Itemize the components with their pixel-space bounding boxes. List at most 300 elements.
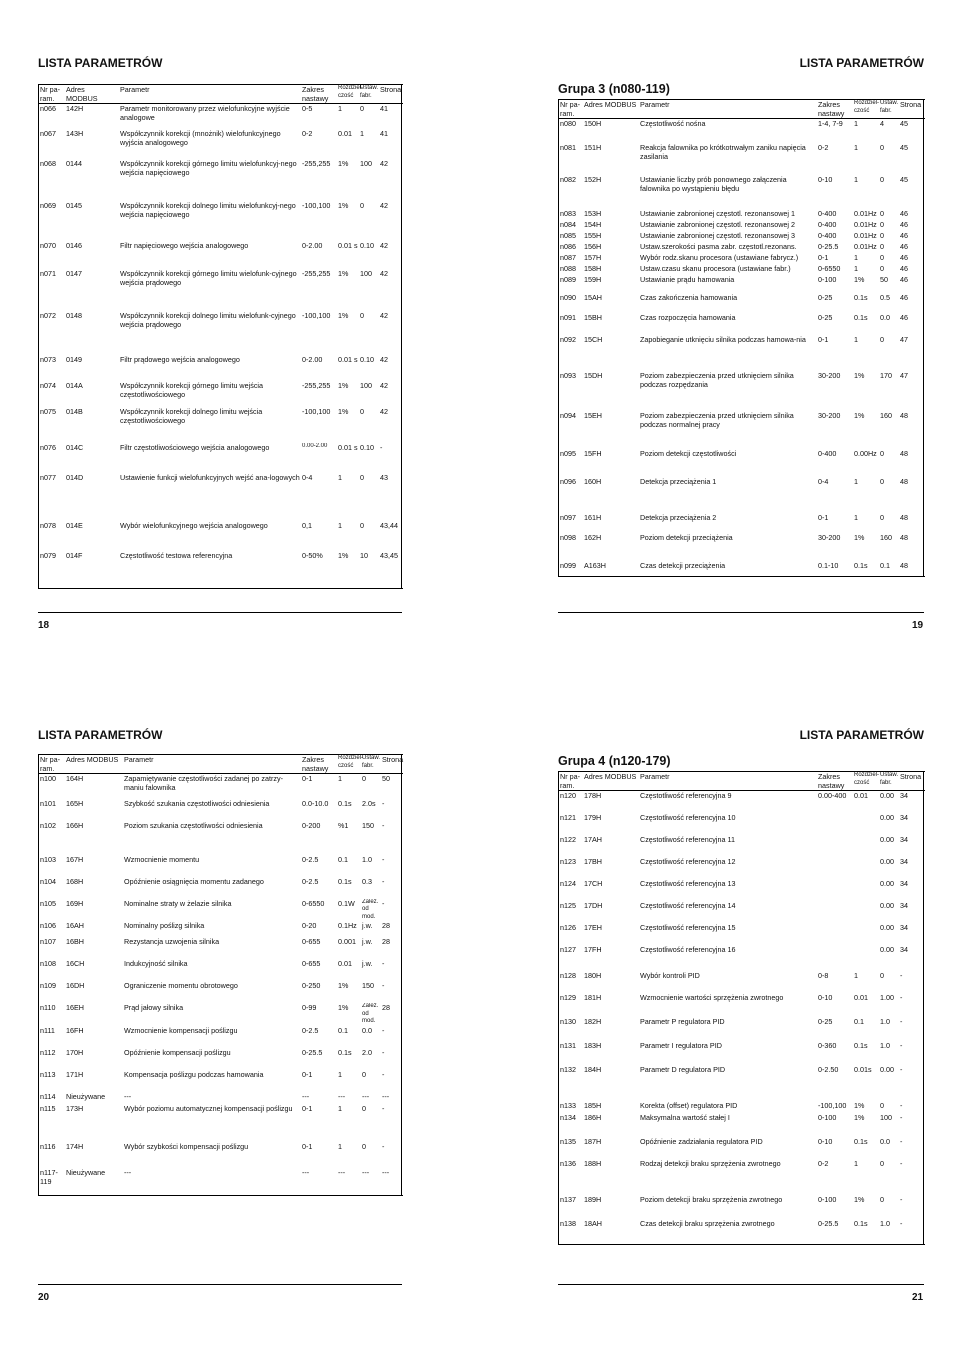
setting-range: -100,100 [302,200,331,210]
page-ref: - [900,970,903,980]
param-number: n082 [560,174,576,184]
page-ref: 48 [900,476,908,486]
col-rozdzielczosc: Rozdziel-czość [338,755,364,769]
factory-setting: 0 [880,142,884,152]
param-description: Ustawianie zabronionej częstotl. rezonansowej 2 [640,219,796,229]
table-row [559,275,925,293]
factory-setting: 0.10 [360,240,374,250]
resolution: 1% [338,268,349,278]
factory-setting: 2.0 [362,1047,372,1057]
setting-range: 0-2.00 [302,240,323,250]
resolution: 0.01 [854,992,868,1002]
modbus-address: 18AH [583,1219,639,1245]
param-number: n072 [40,310,56,320]
param-number: n081 [560,142,576,152]
page-ref: 50 [382,774,390,783]
modbus-address: 0149 [66,354,82,364]
page-title: LISTA PARAMETRÓW [799,56,924,70]
param-description: Poziom detekcji częstotliwości [640,448,737,458]
setting-range: 0-2.50 [818,1064,839,1074]
factory-setting: 0 [362,774,366,783]
factory-setting: 10 [359,551,379,589]
col-zakres: Zakres nastawy [302,85,329,103]
param-description: Współczynnik korekcji dolnego limitu wielofunk-cyjnego wejścia prądowego [120,310,296,329]
table-row [559,293,925,313]
param-description: Reakcja falownika po krótkotrwałym zaniku napięcia zasilania [640,142,806,161]
modbus-address: 154H [584,219,602,229]
table-body [39,104,403,589]
page-ref: 45 [900,119,908,128]
factory-setting: 0 [360,200,364,210]
footer-rule [558,612,924,613]
table-row [559,231,925,242]
param-description: Częstotliwość testowa referencyjna [119,551,301,589]
modbus-address: Nieużywane [66,1091,106,1101]
resolution: 1 [854,174,858,184]
setting-range: 0-400 [818,219,837,229]
table-row [559,835,925,857]
param-description: Częstotliwość referencyjna 12 [640,856,736,866]
table-row [559,1017,925,1041]
page-ref: 42 [380,406,388,416]
setting-range: 0-200 [302,820,321,830]
page-ref: 34 [900,944,908,954]
factory-setting: 1.0 [880,1040,890,1050]
page-ref: 41 [380,128,388,138]
modbus-address: 155H [584,230,602,240]
factory-setting: 100 [360,268,372,278]
table-row [559,1137,925,1159]
setting-range: --- [302,1091,310,1101]
page-21 [558,728,924,1245]
page-ref: - [900,1136,903,1146]
page-ref: 34 [900,922,908,932]
resolution: 1% [854,410,865,420]
modbus-address: 169H [66,898,84,908]
param-number: n079 [39,551,65,589]
page-ref: - [382,1069,385,1079]
table-row [559,175,925,209]
table-row [39,241,403,269]
param-description: Rodzaj detekcji braku sprzężenia zwrotnego [640,1158,781,1168]
table-row [559,1113,925,1137]
table-row [39,1026,403,1048]
resolution: 1 [854,970,858,980]
param-table-frame [558,771,924,1245]
resolution: 1 [338,774,342,783]
param-number: n121 [560,812,576,822]
modbus-address: 0144 [66,158,82,168]
param-number: n133 [560,1100,576,1110]
param-description: Wybór poziomu automatycznej kompensacji poślizgu [124,1103,293,1113]
table-row [39,1003,403,1026]
setting-range: 0-6550 [302,898,325,908]
param-description: Czas zakończenia hamowania [640,292,738,302]
resolution [853,857,879,879]
setting-range: 0-99 [302,1003,317,1012]
page-ref: 34 [900,791,908,800]
param-number: n127 [560,944,576,954]
modbus-address: 185H [584,1100,602,1110]
param-description: Częstotliwość referencyjna 15 [640,922,736,932]
resolution: 0.1 [338,1025,348,1035]
setting-range: 0-25.5 [302,1047,323,1057]
table-row [39,981,403,1003]
modbus-address: 014A [66,380,83,390]
factory-setting: 1.0 [880,1016,890,1026]
setting-range: 0-360 [818,1040,837,1050]
table-row [39,443,403,473]
resolution [853,901,879,923]
modbus-address: 0145 [66,200,82,210]
page-ref: - [382,820,385,830]
col-ustaw-fabr: Ustaw. fabr. [880,772,899,786]
factory-setting: 0.1 [879,561,899,577]
table-row [559,1159,925,1195]
table-row [39,959,403,981]
col-zakres: Zakres nastawy [818,772,845,790]
param-number: n112 [40,1047,56,1057]
page-title: LISTA PARAMETRÓW [38,728,163,742]
table-row [559,901,925,923]
page-ref: 48 [899,561,925,577]
col-zakres: Zakres nastawy [302,755,329,773]
table-row [559,209,925,220]
table-row [559,971,925,993]
resolution: 0.01 s [338,354,358,364]
resolution: 0.01 s [338,442,358,452]
col-nr: Nr pa-ram. [560,772,580,790]
factory-setting: j.w. [362,959,373,968]
param-description: Detekcja przeciążenia 1 [640,476,717,486]
table-row [559,791,925,813]
page-ref: --- [382,1091,390,1101]
setting-range: -255,255 [302,380,331,390]
page-ref: 47 [900,334,908,344]
modbus-address: 151H [584,142,602,152]
table-row [559,879,925,901]
modbus-address: 16CH [66,959,85,968]
param-number: n123 [560,856,576,866]
factory-setting: 150 [362,981,374,990]
factory-setting: 0.00 [880,878,894,888]
setting-range: 0.00-2.00 [302,442,328,449]
factory-setting: --- [362,1091,370,1101]
param-number: n090 [560,292,576,302]
resolution: 0.00Hz [854,448,877,458]
table-row [559,143,925,175]
page-ref: 46 [900,208,908,218]
page-ref: 28 [382,1003,390,1012]
param-number: n074 [40,380,56,390]
setting-range [817,923,853,945]
page-ref: 46 [900,312,908,322]
param-description: Częstotliwość referencyjna 13 [640,878,736,888]
setting-range: 30-200 [818,410,841,420]
resolution: 0.01 [854,791,868,800]
factory-setting: 1.0 [879,1219,899,1245]
resolution: 0.1W [338,898,355,908]
page-ref: 42 [380,240,388,250]
factory-setting: 50 [880,274,888,284]
param-description: Rezystancja uzwojenia silnika [124,937,220,946]
resolution: %1 [338,820,349,830]
param-number: n129 [560,992,576,1002]
resolution: 0.1Hz [338,921,357,930]
page-ref: 43,44 [380,520,398,530]
modbus-address: 15DH [584,370,603,380]
param-description: Zapamiętywanie częstotliwości zadanej po zatrzy-maniu falownika [124,774,283,792]
table-row [39,407,403,443]
setting-range: 0-4 [818,476,829,486]
setting-range: 0.0-10.0 [302,798,329,808]
page-title: LISTA PARAMETRÓW [799,728,924,742]
param-number: n094 [560,410,576,420]
param-description: Współczynnik korekcji dolnego limitu wejścia częstotliwościowego [120,406,263,425]
resolution: 1 [854,334,858,344]
page-ref: - [382,1103,385,1113]
setting-range: 30-200 [818,532,841,542]
param-description: Ograniczenie momentu obrotowego [124,981,238,990]
modbus-address: 171H [66,1069,84,1079]
param-description: Wzmocnienie wartości sprzężenia zwrotnego [640,992,784,1002]
resolution: 0.1 [338,854,348,864]
resolution [853,923,879,945]
page-ref: - [900,1040,903,1050]
param-number: n071 [40,268,56,278]
param-number: n080 [560,119,576,128]
modbus-address: 142H [66,104,84,113]
param-table [39,754,403,1196]
modbus-address: 014C [66,442,84,452]
setting-range: 0-100 [818,1112,837,1122]
param-description: --- [123,1168,301,1196]
resolution: 1% [338,380,349,390]
page-ref: 46 [900,241,908,251]
page-18 [38,56,402,589]
col-adres: Adres MODBUS [584,100,637,109]
page-ref: 47 [900,370,908,380]
resolution: 0.01 [338,959,352,968]
col-parametr: Parametr [640,772,670,781]
factory-setting: 0 [360,520,364,530]
modbus-address: 160H [584,476,602,486]
table-row [559,371,925,411]
modbus-address: 15AH [584,292,602,302]
table-row [39,774,403,799]
table-row [559,993,925,1017]
resolution: 0.1s [853,561,879,577]
param-description: Filtr częstotliwościowego wejścia analogowego [120,442,270,452]
table-row [559,533,925,561]
resolution: 0.01s [854,1064,872,1074]
modbus-address: 184H [584,1064,602,1074]
modbus-address: 165H [66,798,84,808]
param-number: n088 [560,263,576,273]
resolution: 0.1s [854,1136,868,1146]
param-description: Ustaw.szerokości pasma zabr. częstotl.rezonans. [640,241,797,251]
param-description: Ustawianie zabronionej częstotl. rezonansowej 3 [640,230,796,240]
header-row [39,755,403,774]
param-number: n117-119 [39,1168,65,1196]
resolution: 1 [854,252,858,262]
resolution: 1% [854,1100,865,1110]
page-ref: 46 [900,263,908,273]
param-number: n077 [40,472,56,482]
param-number: n124 [560,878,576,888]
modbus-address: 187H [584,1136,602,1146]
page-ref: 46 [900,274,908,284]
modbus-address: Nieużywane [65,1168,123,1196]
resolution [853,813,879,835]
resolution: 0.1s [338,876,352,886]
resolution: 1 [338,1103,342,1113]
setting-range: 0-1 [818,334,829,344]
page-ref: 48 [900,532,908,542]
page-ref: 34 [900,812,908,822]
page-ref: 41 [380,104,388,113]
table-row [39,899,403,922]
setting-range: 0-50% [301,551,337,589]
col-rozdzielczosc: Rozdziel-czość [854,100,880,114]
modbus-address: 16AH [66,921,84,930]
factory-setting: 150 [362,820,374,830]
param-number: n135 [560,1136,576,1146]
resolution: 0.1 [854,1016,864,1026]
param-description: Poziom szukania częstotliwości odniesienia [124,820,263,830]
col-ustaw-fabr: Ustaw. fabr. [360,85,379,99]
param-number: n096 [560,476,576,486]
param-number: n110 [40,1003,56,1012]
page-ref: 42 [380,268,388,278]
param-number: n066 [40,104,56,113]
col-rozdzielczosc: Rozdziel-czość [854,772,880,786]
param-number: n104 [40,876,56,886]
page-ref: --- [381,1168,403,1196]
page-ref: - [900,1112,903,1122]
param-table-frame [558,99,924,577]
page-ref: 42 [380,310,388,320]
col-zakres: Zakres nastawy [818,100,845,118]
setting-range: 0-1 [302,1103,313,1113]
table-header [559,772,925,791]
param-number: n138 [559,1219,583,1245]
param-number: n101 [40,798,56,808]
setting-range: -255,255 [302,158,331,168]
resolution: 1% [854,370,865,380]
modbus-address: 17AH [584,834,602,844]
param-description: Parametr monitorowany przez wielofunkcyjne wyjście analogowe [120,104,290,122]
param-number: n084 [560,219,576,229]
page-ref: 46 [900,252,908,262]
header-row [39,85,403,104]
factory-setting: 0.00 [880,791,894,800]
setting-range: 0-655 [302,959,321,968]
modbus-address: 174H [66,1141,84,1151]
modbus-address: 179H [584,812,602,822]
param-description: Opóźnienie osiągnięcia momentu zadanego [124,876,264,886]
page-ref: - [899,1219,925,1245]
param-description: Wzmocnienie momentu [124,854,200,864]
page-ref: 46 [900,292,908,302]
factory-setting: 0.10 [360,442,374,452]
factory-setting: 0 [880,476,884,486]
col-strona: Strona [900,772,922,781]
param-number: n087 [560,252,576,262]
col-parametr: Parametr [640,100,670,109]
modbus-address: 161H [584,512,602,522]
param-description: Ustawienie funkcji wielofunkcyjnych wejść ana-logowych [120,472,300,482]
param-description: Nominalny poślizg silnika [124,921,205,930]
table-header [39,85,403,104]
resolution: 1% [854,1194,865,1204]
setting-range: 0-10 [818,1136,833,1146]
table-row [559,411,925,449]
factory-setting: --- [361,1168,381,1196]
factory-setting: 170 [880,370,892,380]
factory-setting: 0.00 [880,834,894,844]
table-row [559,813,925,835]
page-ref: 42 [380,200,388,210]
setting-range [817,945,853,971]
resolution: 1 [854,119,858,128]
param-description: Częstotliwość referencyjna 10 [640,812,736,822]
param-number: n070 [40,240,56,250]
table-row [559,945,925,971]
modbus-address: 014D [66,472,84,482]
table-row [39,855,403,877]
page-ref: 42 [380,380,388,390]
param-number: n073 [40,354,56,364]
resolution [853,879,879,901]
param-description: --- [124,1091,132,1101]
page-ref: 45 [900,142,908,152]
param-number: n131 [560,1040,576,1050]
table-row [39,1092,403,1104]
factory-setting: 0 [880,252,884,262]
param-description: Wybór kontroli PID [640,970,700,980]
resolution: 1 [338,520,342,530]
param-number: n069 [40,200,56,210]
modbus-address: 0147 [66,268,82,278]
factory-setting: 160 [880,410,892,420]
table-row [39,551,403,589]
param-description: Częstotliwość referencyjna 9 [640,791,732,800]
param-number: n075 [40,406,56,416]
table-row [39,1142,403,1168]
param-description: Współczynnik korekcji dolnego limitu wielofunkcyj-nego wejścia napięciowego [120,200,296,219]
resolution: 1% [337,551,359,589]
table-row [39,877,403,899]
param-number: n120 [560,791,576,800]
table-row [559,220,925,231]
param-table [39,84,403,589]
table-row [39,269,403,311]
param-number: n068 [40,158,56,168]
resolution: 1% [338,310,349,320]
footer-rule [558,1284,924,1285]
modbus-address: 156H [584,241,602,251]
resolution: 1% [338,981,349,990]
col-nr: Nr pa-ram. [40,85,60,103]
resolution: 1 [338,472,342,482]
param-description: Częstotliwość referencyjna 14 [640,900,736,910]
factory-setting: 0.10 [360,354,374,364]
setting-range: 0-250 [302,981,321,990]
modbus-address: 16FH [66,1025,84,1035]
param-description: Korekta (offset) regulatora PID [640,1100,738,1110]
table-row [39,355,403,381]
